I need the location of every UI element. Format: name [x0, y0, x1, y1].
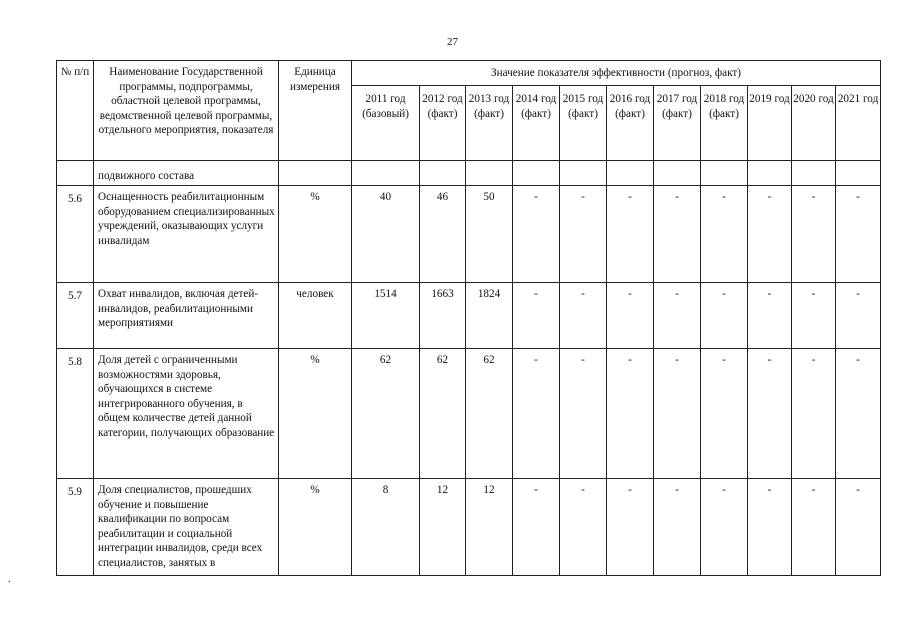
unit: %: [279, 479, 352, 576]
value-cell: -: [701, 186, 748, 283]
value-cell: -: [513, 186, 560, 283]
indicator-name: Оснащенность реабилитационным оборудованием специализированных учреждений, оказывающих услуги инвалидам: [94, 186, 279, 283]
value-cell: -: [792, 479, 836, 576]
value-cell: 12: [466, 479, 513, 576]
row-number: 5.8: [57, 349, 94, 479]
row-number: 5.9: [57, 479, 94, 576]
indicator-name: Охват инвалидов, включая детей-инвалидов, реабилитационными мероприятиями: [94, 283, 279, 349]
value-cell: -: [560, 283, 607, 349]
value-cell: -: [701, 349, 748, 479]
value-cell: 62: [420, 349, 466, 479]
header-num: № п/п: [57, 61, 94, 161]
value-cell: -: [792, 186, 836, 283]
header-values-group: Значение показателя эффективности (прогноз, факт): [352, 61, 881, 86]
value-cell: 1514: [352, 283, 420, 349]
value-cell: -: [836, 283, 881, 349]
value-cell: -: [654, 479, 701, 576]
cell: [836, 161, 881, 186]
cell: [513, 161, 560, 186]
indicator-name: Доля специалистов, прошедших обучение и повышение квалификации по вопросам реабилитации и социальной интеграции инвалидов, среди всех специалистов, занятых в: [94, 479, 279, 576]
value-cell: -: [701, 479, 748, 576]
cell: [701, 161, 748, 186]
value-cell: -: [654, 186, 701, 283]
header-year-6: 2017 год (факт): [654, 86, 701, 161]
cell: [420, 161, 466, 186]
cell: [466, 161, 513, 186]
cell: [654, 161, 701, 186]
value-cell: 62: [466, 349, 513, 479]
table-row: [57, 283, 881, 349]
cell: [748, 161, 792, 186]
header-year-7: 2018 год (факт): [701, 86, 748, 161]
value-cell: -: [748, 186, 792, 283]
value-cell: -: [560, 186, 607, 283]
header-year-5: 2016 год (факт): [607, 86, 654, 161]
cell: [560, 161, 607, 186]
value-cell: -: [513, 349, 560, 479]
value-cell: 1824: [466, 283, 513, 349]
value-cell: -: [836, 349, 881, 479]
value-cell: 1663: [420, 283, 466, 349]
value-cell: -: [607, 283, 654, 349]
header-year-8: 2019 год: [748, 86, 792, 161]
value-cell: 8: [352, 479, 420, 576]
value-cell: 62: [352, 349, 420, 479]
value-cell: -: [748, 283, 792, 349]
header-year-1: 2012 год (факт): [420, 86, 466, 161]
header-name: Наименование Государственной программы, подпрограммы, областной целевой программы, ведомственной целевой программы, отдельного мероприятия, показателя: [94, 61, 279, 161]
value-cell: -: [748, 349, 792, 479]
value-cell: -: [560, 479, 607, 576]
cell: [352, 161, 420, 186]
value-cell: -: [607, 349, 654, 479]
header-unit: Единица измерения: [279, 61, 352, 161]
header-year-4: 2015 год (факт): [560, 86, 607, 161]
cell: [792, 161, 836, 186]
table-row: [57, 349, 881, 479]
cell: [57, 161, 94, 186]
value-cell: 40: [352, 186, 420, 283]
value-cell: -: [513, 479, 560, 576]
value-cell: 12: [420, 479, 466, 576]
table-row: [57, 186, 881, 283]
header-year-3: 2014 год (факт): [513, 86, 560, 161]
value-cell: -: [654, 283, 701, 349]
header-year-9: 2020 год: [792, 86, 836, 161]
cell: [279, 161, 352, 186]
value-cell: -: [792, 283, 836, 349]
value-cell: -: [792, 349, 836, 479]
value-cell: -: [607, 479, 654, 576]
value-cell: -: [560, 349, 607, 479]
value-cell: -: [513, 283, 560, 349]
header-year-2: 2013 год (факт): [466, 86, 513, 161]
cell: [607, 161, 654, 186]
unit: человек: [279, 283, 352, 349]
margin-mark: .: [8, 574, 11, 585]
unit: %: [279, 349, 352, 479]
value-cell: -: [607, 186, 654, 283]
row-number: 5.6: [57, 186, 94, 283]
continuation-row: [57, 161, 881, 186]
value-cell: -: [836, 186, 881, 283]
unit: %: [279, 186, 352, 283]
value-cell: 46: [420, 186, 466, 283]
value-cell: 50: [466, 186, 513, 283]
page-number: 27: [447, 36, 458, 48]
indicators-table: [56, 60, 881, 576]
row-number: 5.7: [57, 283, 94, 349]
value-cell: -: [654, 349, 701, 479]
header-year-10: 2021 год: [836, 86, 881, 161]
table-row: [57, 479, 881, 576]
value-cell: -: [701, 283, 748, 349]
value-cell: -: [836, 479, 881, 576]
value-cell: -: [748, 479, 792, 576]
header-year-0: 2011 год (базовый): [352, 86, 420, 161]
indicator-name: Доля детей с ограниченными возможностями здоровья, обучающихся в системе интегрированного обучения, в общем количестве детей данной категории, получающих образование: [94, 349, 279, 479]
continuation-text: подвижного состава: [94, 161, 279, 186]
